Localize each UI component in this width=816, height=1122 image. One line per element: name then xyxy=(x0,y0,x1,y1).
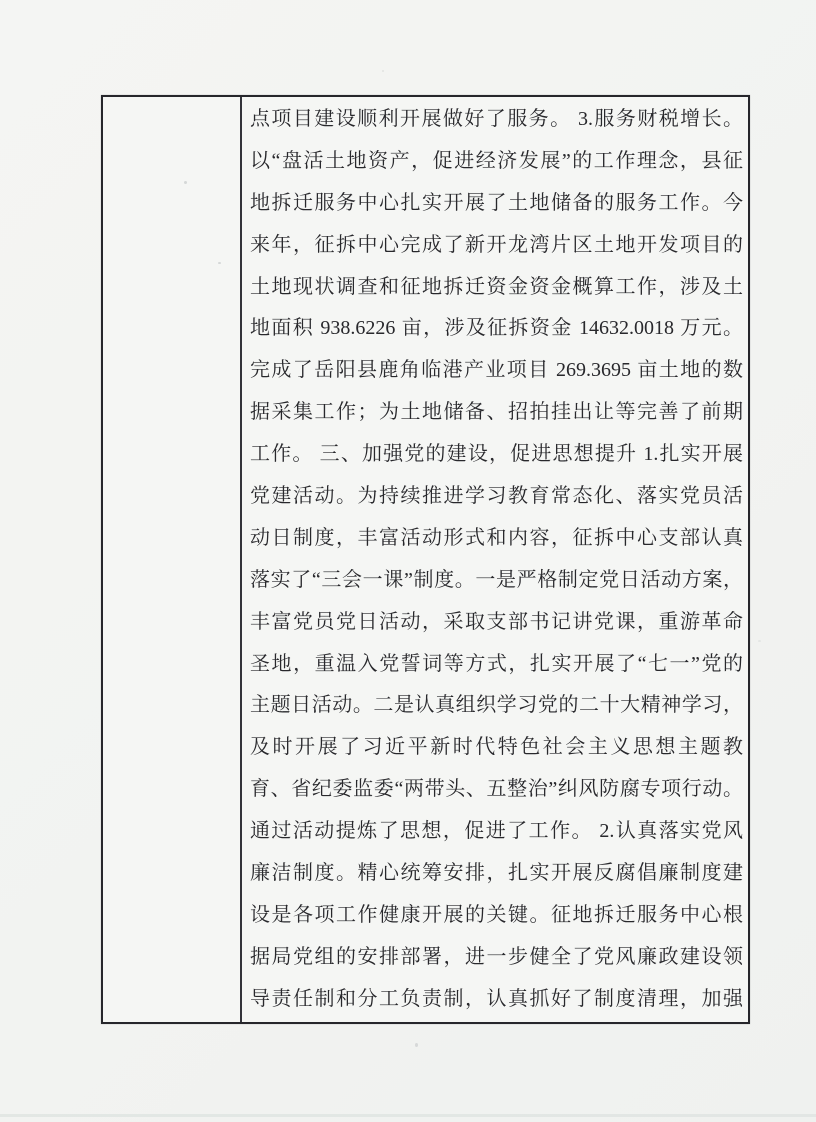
text-line: 丰富党员党日活动，采取支部书记讲党课，重游革命 xyxy=(250,610,743,633)
text-line: 通过活动提炼了思想，促进了工作。 2.认真落实党风 xyxy=(250,820,743,843)
scan-speck xyxy=(415,1043,418,1047)
text-line: 地面积 938.6226 亩，涉及征拆资金 14632.0018 万元。 xyxy=(250,317,743,340)
text-line: 圣地，重温入党誓词等方式，扎实开展了“七一”党的 xyxy=(250,652,743,675)
text-line: 党建活动。为持续推进学习教育常态化、落实党员活 xyxy=(250,485,743,508)
text-line: 完成了岳阳县鹿角临港产业项目 269.3695 亩土地的数 xyxy=(250,359,743,382)
text-line: 导责任制和分工负责制，认真抓好了制度清理，加强 xyxy=(250,987,743,1010)
scan-speck xyxy=(218,262,221,264)
document-table xyxy=(101,95,750,1024)
table-right-cell xyxy=(242,97,748,1022)
scan-speck xyxy=(184,181,187,184)
text-line: 地拆迁服务中心扎实开展了土地储备的服务工作。今 xyxy=(250,191,743,214)
text-line: 据局党组的安排部署，进一步健全了党风廉政建设领 xyxy=(250,945,743,968)
text-line: 来年，征拆中心完成了新开龙湾片区土地开发项目的 xyxy=(250,233,743,256)
text-line: 落实了“三会一课”制度。一是严格制定党日活动方案， xyxy=(250,568,743,591)
text-line: 廉洁制度。精心统筹安排，扎实开展反腐倡廉制度建 xyxy=(250,862,743,885)
text-line: 主题日活动。二是认真组织学习党的二十大精神学习， xyxy=(250,694,743,717)
text-line: 设是各项工作健康开展的关键。征地拆迁服务中心根 xyxy=(250,903,743,926)
text-line: 以“盘活土地资产，促进经济发展”的工作理念，县征 xyxy=(250,149,743,172)
text-line: 土地现状调查和征地拆迁资金资金概算工作，涉及土 xyxy=(250,275,743,298)
text-line: 点项目建设顺利开展做好了服务。 3.服务财税增长。 xyxy=(250,108,743,130)
text-line: 工作。 三、加强党的建设，促进思想提升 1.扎实开展 xyxy=(250,443,743,466)
scan-speck xyxy=(758,640,761,642)
scan-speck xyxy=(382,70,384,72)
text-line: 育、省纪委监委“两带头、五整治”纠风防腐专项行动。 xyxy=(250,778,743,801)
text-line: 动日制度，丰富活动形式和内容，征拆中心支部认真 xyxy=(250,526,743,549)
text-line: 据采集工作；为土地储备、招拍挂出让等完善了前期 xyxy=(250,401,743,424)
text-line: 及时开展了习近平新时代特色社会主义思想主题教 xyxy=(250,736,743,759)
scan-bottom-shadow xyxy=(0,1114,816,1117)
table-left-cell xyxy=(103,97,242,1022)
